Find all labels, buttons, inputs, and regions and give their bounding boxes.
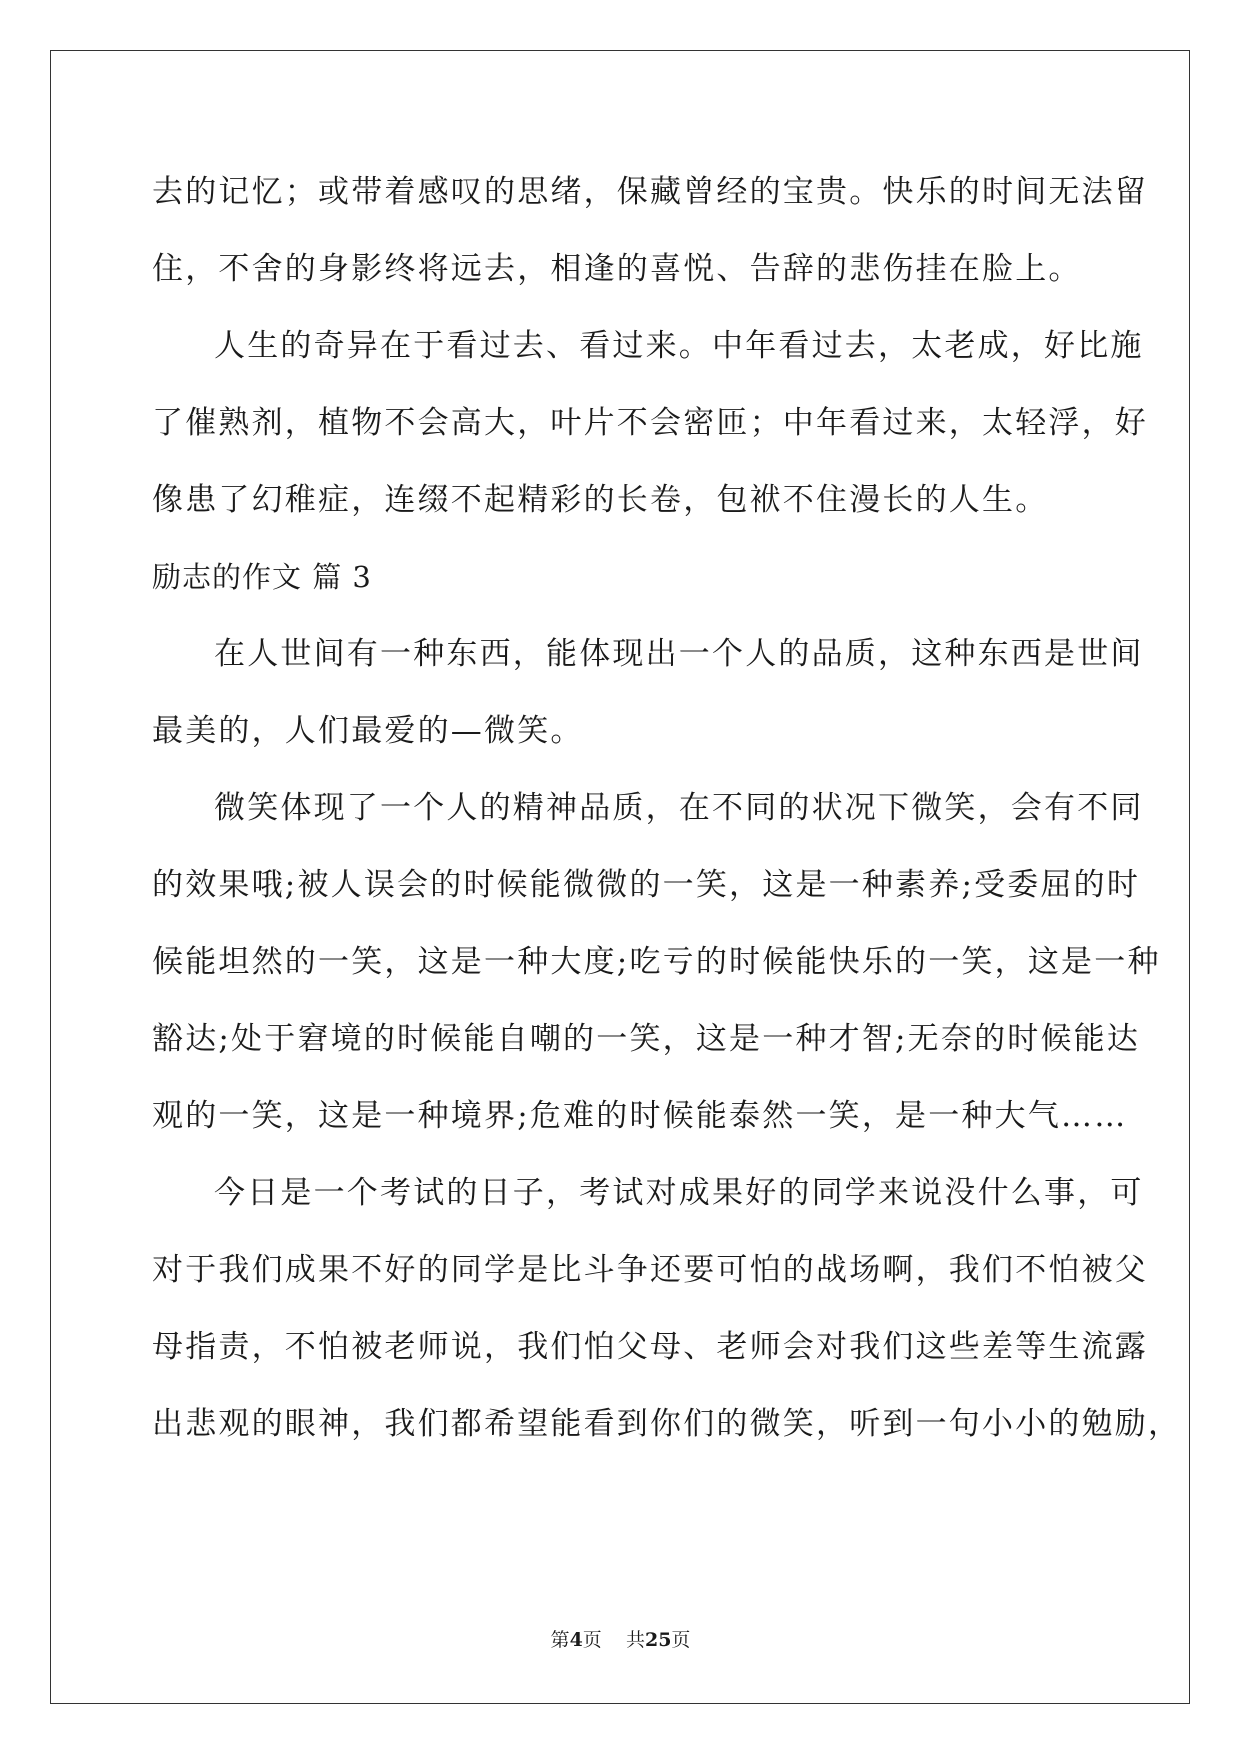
section-heading: 励志的作文 篇 3 (152, 560, 372, 594)
footer-mid: 页 共 (582, 1629, 645, 1651)
paragraph-line: 在人世间有一种东西，能体现出一个人的品质，这种东西是世间 (214, 636, 1144, 672)
paragraph-line: 观的一笑，这是一种境界;危难的时候能泰然一笑，是一种大气…… (152, 1098, 1128, 1134)
paragraph-line: 微笑体现了一个人的精神品质，在不同的状况下微笑，会有不同 (214, 790, 1144, 826)
footer-prefix: 第 (550, 1629, 570, 1651)
paragraph-line: 住，不舍的身影终将远去，相逢的喜悦、告辞的悲伤挂在脸上。 (152, 251, 1082, 287)
paragraph-line: 的效果哦;被人误会的时候能微微的一笑，这是一种素养;受委屈的时 (152, 867, 1141, 903)
paragraph-line: 豁达;处于窘境的时候能自嘲的一笑，这是一种才智;无奈的时候能达 (152, 1021, 1141, 1057)
paragraph-line: 候能坦然的一笑，这是一种大度;吃亏的时候能快乐的一笑，这是一种 (152, 944, 1161, 980)
paragraph-line: 最美的，人们最爱的—微笑。 (152, 713, 584, 749)
paragraph-line: 了催熟剂，植物不会高大，叶片不会密匝；中年看过来，太轻浮，好 (152, 405, 1148, 441)
paragraph-line: 出悲观的眼神，我们都希望能看到你们的微笑，听到一句小小的勉励， (152, 1406, 1182, 1442)
paragraph-line: 今日是一个考试的日子，考试对成果好的同学来说没什么事，可 (214, 1175, 1144, 1211)
paragraph-line: 去的记忆；或带着感叹的思绪，保藏曾经的宝贵。快乐的时间无法留 (152, 174, 1148, 210)
paragraph-line: 人生的奇异在于看过去、看过来。中年看过去，太老成，好比施 (214, 328, 1144, 364)
paragraph-line: 母指责，不怕被老师说，我们怕父母、老师会对我们这些差等生流露 (152, 1329, 1148, 1365)
paragraph-line: 对于我们成果不好的同学是比斗争还要可怕的战场啊，我们不怕被父 (152, 1252, 1148, 1288)
footer-total-pages: 25 (644, 1629, 672, 1651)
footer-suffix: 页 (671, 1629, 691, 1651)
paragraph-line: 像患了幻稚症，连缀不起精彩的长卷，包袱不住漫长的人生。 (152, 482, 1049, 518)
footer-page-number: 4 (569, 1629, 583, 1651)
page-footer (0, 1628, 1241, 1652)
